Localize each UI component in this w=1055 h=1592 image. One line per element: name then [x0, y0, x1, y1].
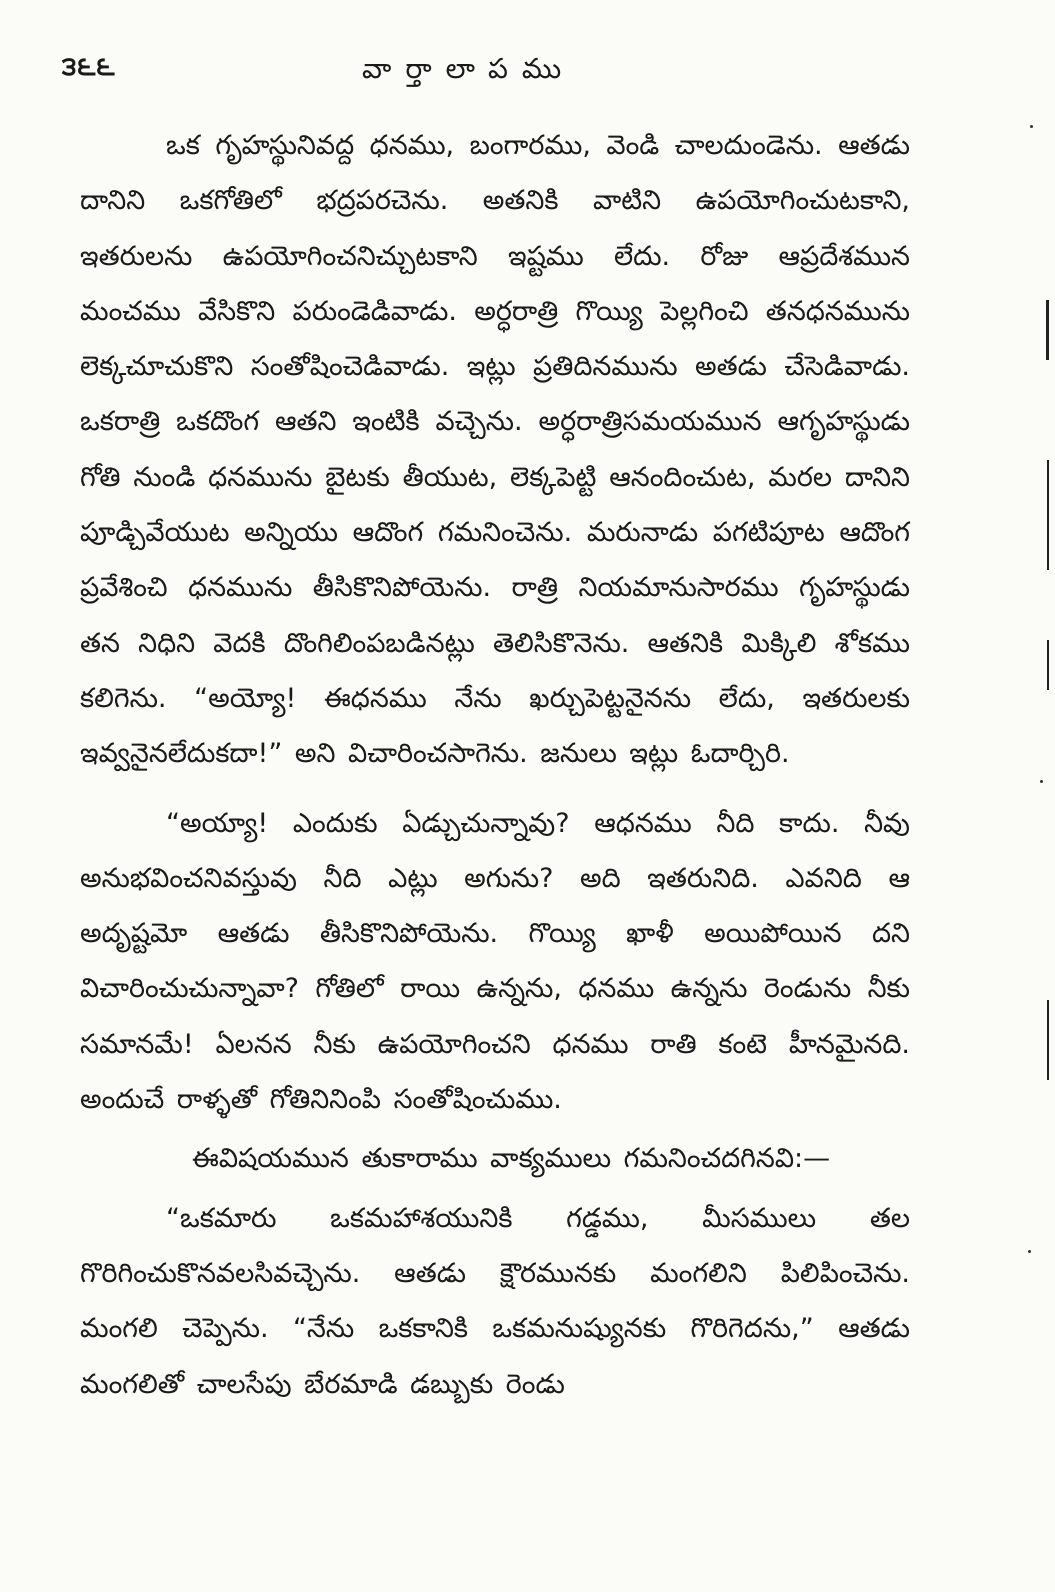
running-title: వార్తాలాపము: [362, 52, 576, 85]
page-header: [62, 52, 942, 92]
paragraph-2: “అయ్యా! ఎందుకు ఏడ్చుచున్నావు? ఆధనము నీది కాదు. నీవు అనుభవించనివస్తువు నీది ఎట్లు అగును? అది ఇతరునిది. ఎవనిది ఆ అదృష్టమో ఆతడు తీసికొనిపోయెను. గొయ్యి ఖాళీ అయిపోయిన దని విచారించుచున్నావా? గోతిలో రాయి ఉన్నను, ధనము ఉన్నను రెండును నీకు సమానమే! ఏలనన నీకు ఉపయోగించని ధనము రాతి కంటె హీనమైనది. అందుచే రాళ్ళతో గోతినినింపి సంతోషించుము.: [80, 807, 910, 1116]
paragraph-4: “ఒకమారు ఒకమహాశయునికి గడ్డము, మీసములు తల గొరిగించుకొనవలసివచ్చెను. ఆతడు క్షౌరమునకు మంగలిని పిలిపించెను. మంగలి చెప్పెను. “నేను ఒకకానికి ఒకమనుష్యునకు గొరిగెదను,” ఆతడు మంగలితో చాలసేపు బేరమాడి డబ్బుకు రెండు: [80, 1202, 910, 1400]
paragraph-1: ఒక గృహస్థునివద్ద ధనము, బంగారము, వెండి చాలదుండెను. ఆతడు దానిని ఒకగోతిలో భద్రపరచెను. అతనికి వాటిని ఉపయోగించుటకాని, ఇతరులను ఉపయోగించనిచ్చుటకాని ఇష్టము లేదు. రోజు ఆప్రదేశమున మంచము వేసికొని పరుండెడివాడు. అర్ధరాత్రి గొయ్యి పెల్లగించి తనధనమును లెక్కచూచుకొని సంతోషించెడివాడు. ఇట్లు ప్రతిదినమును అతడు చేసెడివాడు. ఒకరాత్రి ఒకదొంగ ఆతని ఇంటికి వచ్చెను. అర్ధరాత్రిసమయమున ఆగృహస్థుడు గోతి నుండి ధనమును బైటకు తీయుట, లెక్కపెట్టి ఆనందించుట, మరల దానిని పూడ్చివేయుట అన్నియు ఆదొంగ గమనించెను. మరునాడు పగటిపూట ఆదొంగ ప్రవేశించి ధనమును తీసికొనిపోయెను. రాత్రి నియమానుసారము గృహస్థుడు తన నిధిని వెదకి దొంగిలింపబడినట్లు తెలిసికొనెను. ఆతనికి మిక్కిలి శోకము కలిగెను. “అయ్యో! ఈధనము నేను ఖర్చుపెట్టనైనను లేదు, ఇతరులకు ఇవ్వనైనలేదుకదా!” అని విచారించసాగెను. జనులు ఇట్లు ఓదార్చిరి.: [80, 130, 910, 770]
scan-speck: [1028, 1250, 1031, 1253]
scan-edge-mark: [1047, 640, 1049, 690]
scan-speck: [1040, 780, 1043, 783]
scan-edge-mark: [1046, 300, 1049, 360]
scan-edge-mark: [1047, 1000, 1049, 1080]
paragraph-3: ఈవిషయమున తుకారాము వాక్యములు గమనించదగినవి:—: [192, 1143, 831, 1175]
body-text: [80, 118, 910, 1412]
page-number: ౩౬౬: [62, 52, 116, 82]
scan-edge-mark: [1047, 460, 1049, 570]
scan-speck: [1030, 125, 1033, 128]
